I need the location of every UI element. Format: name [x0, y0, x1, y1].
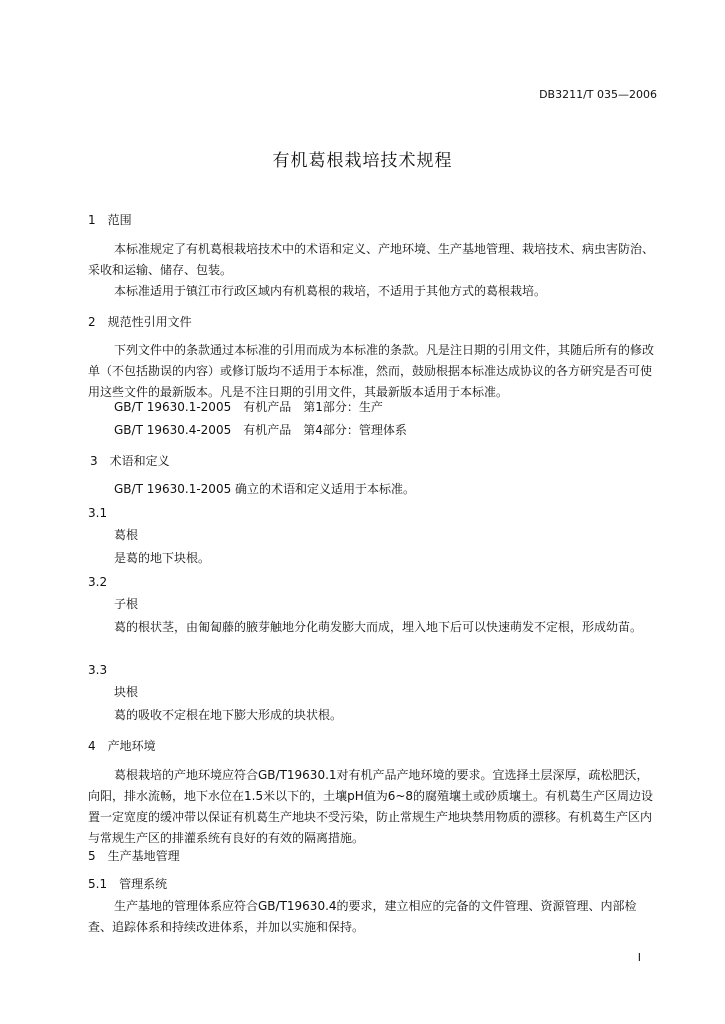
term-2-number: 3.2	[88, 575, 108, 589]
term-2-definition: 葛的根状茎，由匍匐藤的腋芽触地分化萌发膨大而成，埋入地下后可以快速萌发不定根，形成幼苗。	[114, 620, 643, 634]
document-title: 有机葛根栽培技术规程	[272, 151, 453, 171]
section-4-heading: 4 产地环境	[88, 739, 156, 753]
section-1-paragraph-1: 本标准规定了有机葛根栽培技术中的术语和定义、产地环境、生产基地管理、栽培技术、病虫害防治、采收和运输、储存、包装。	[88, 242, 655, 277]
section-5-1-heading: 5.1 管理系统	[88, 877, 168, 891]
section-2-paragraph-1: 下列文件中的条款通过本标准的引用而成为本标准的条款。凡是注日期的引用文件，其随后所有的修改单（不包括勘误的内容）或修订版均不适用于本标准，然而，鼓励根据本标准达成协议的各方研究是否可使用这些文件的最新版本。凡是不注日期的引用文件，其最新版本适用于本标准。	[88, 343, 655, 399]
term-1-number: 3.1	[88, 506, 108, 520]
term-2-name: 子根	[114, 597, 139, 611]
section-5-1-paragraph-1: 生产基地的管理体系应符合GB/T19630.4的要求，建立相应的完备的文件管理、资源管理、内部检查、追踪体系和持续改进体系，并加以实施和保持。	[88, 899, 637, 934]
reference-1: GB/T 19630.1-2005 有机产品 第1部分：生产	[114, 400, 383, 414]
term-3-number: 3.3	[88, 663, 108, 677]
term-3-definition: 葛的吸收不定根在地下膨大形成的块状根。	[114, 708, 343, 722]
section-4-paragraph-1: 葛根栽培的产地环境应符合GB/T19630.1对有机产品产地环境的要求。宜选择土层深厚，疏松肥沃，向阳，排水流畅，地下水位在1.5米以下的，土壤pH值为6~8的腐殖壤土或砂质壤土。有机葛生产区周边设置一定宽度的缓冲带以保证有机葛生产地块不受污染，防止常规生产地块禁用物质的漂移。有机葛生产区内与常规生产区的排灌系统有良好的有效的隔离措施。	[88, 768, 654, 845]
section-1-heading: 1 范围	[88, 213, 132, 227]
section-3-paragraph-1: GB/T 19630.1-2005 确立的术语和定义适用于本标准。	[114, 482, 416, 496]
page-number: I	[637, 951, 641, 964]
standard-code: DB3211/T 035—2006	[539, 88, 657, 101]
section-2-heading: 2 规范性引用文件	[88, 315, 192, 329]
term-1-definition: 是葛的地下块根。	[114, 551, 211, 565]
term-1-name: 葛根	[114, 528, 139, 542]
term-3-name: 块根	[114, 685, 139, 699]
section-3-heading: 3 术语和定义	[90, 454, 170, 468]
reference-2: GB/T 19630.4-2005 有机产品 第4部分：管理体系	[114, 423, 407, 437]
section-1-paragraph-2: 本标准适用于镇江市行政区域内有机葛根的栽培，不适用于其他方式的葛根栽培。	[114, 284, 547, 298]
section-5-heading: 5 生产基地管理	[88, 849, 180, 863]
